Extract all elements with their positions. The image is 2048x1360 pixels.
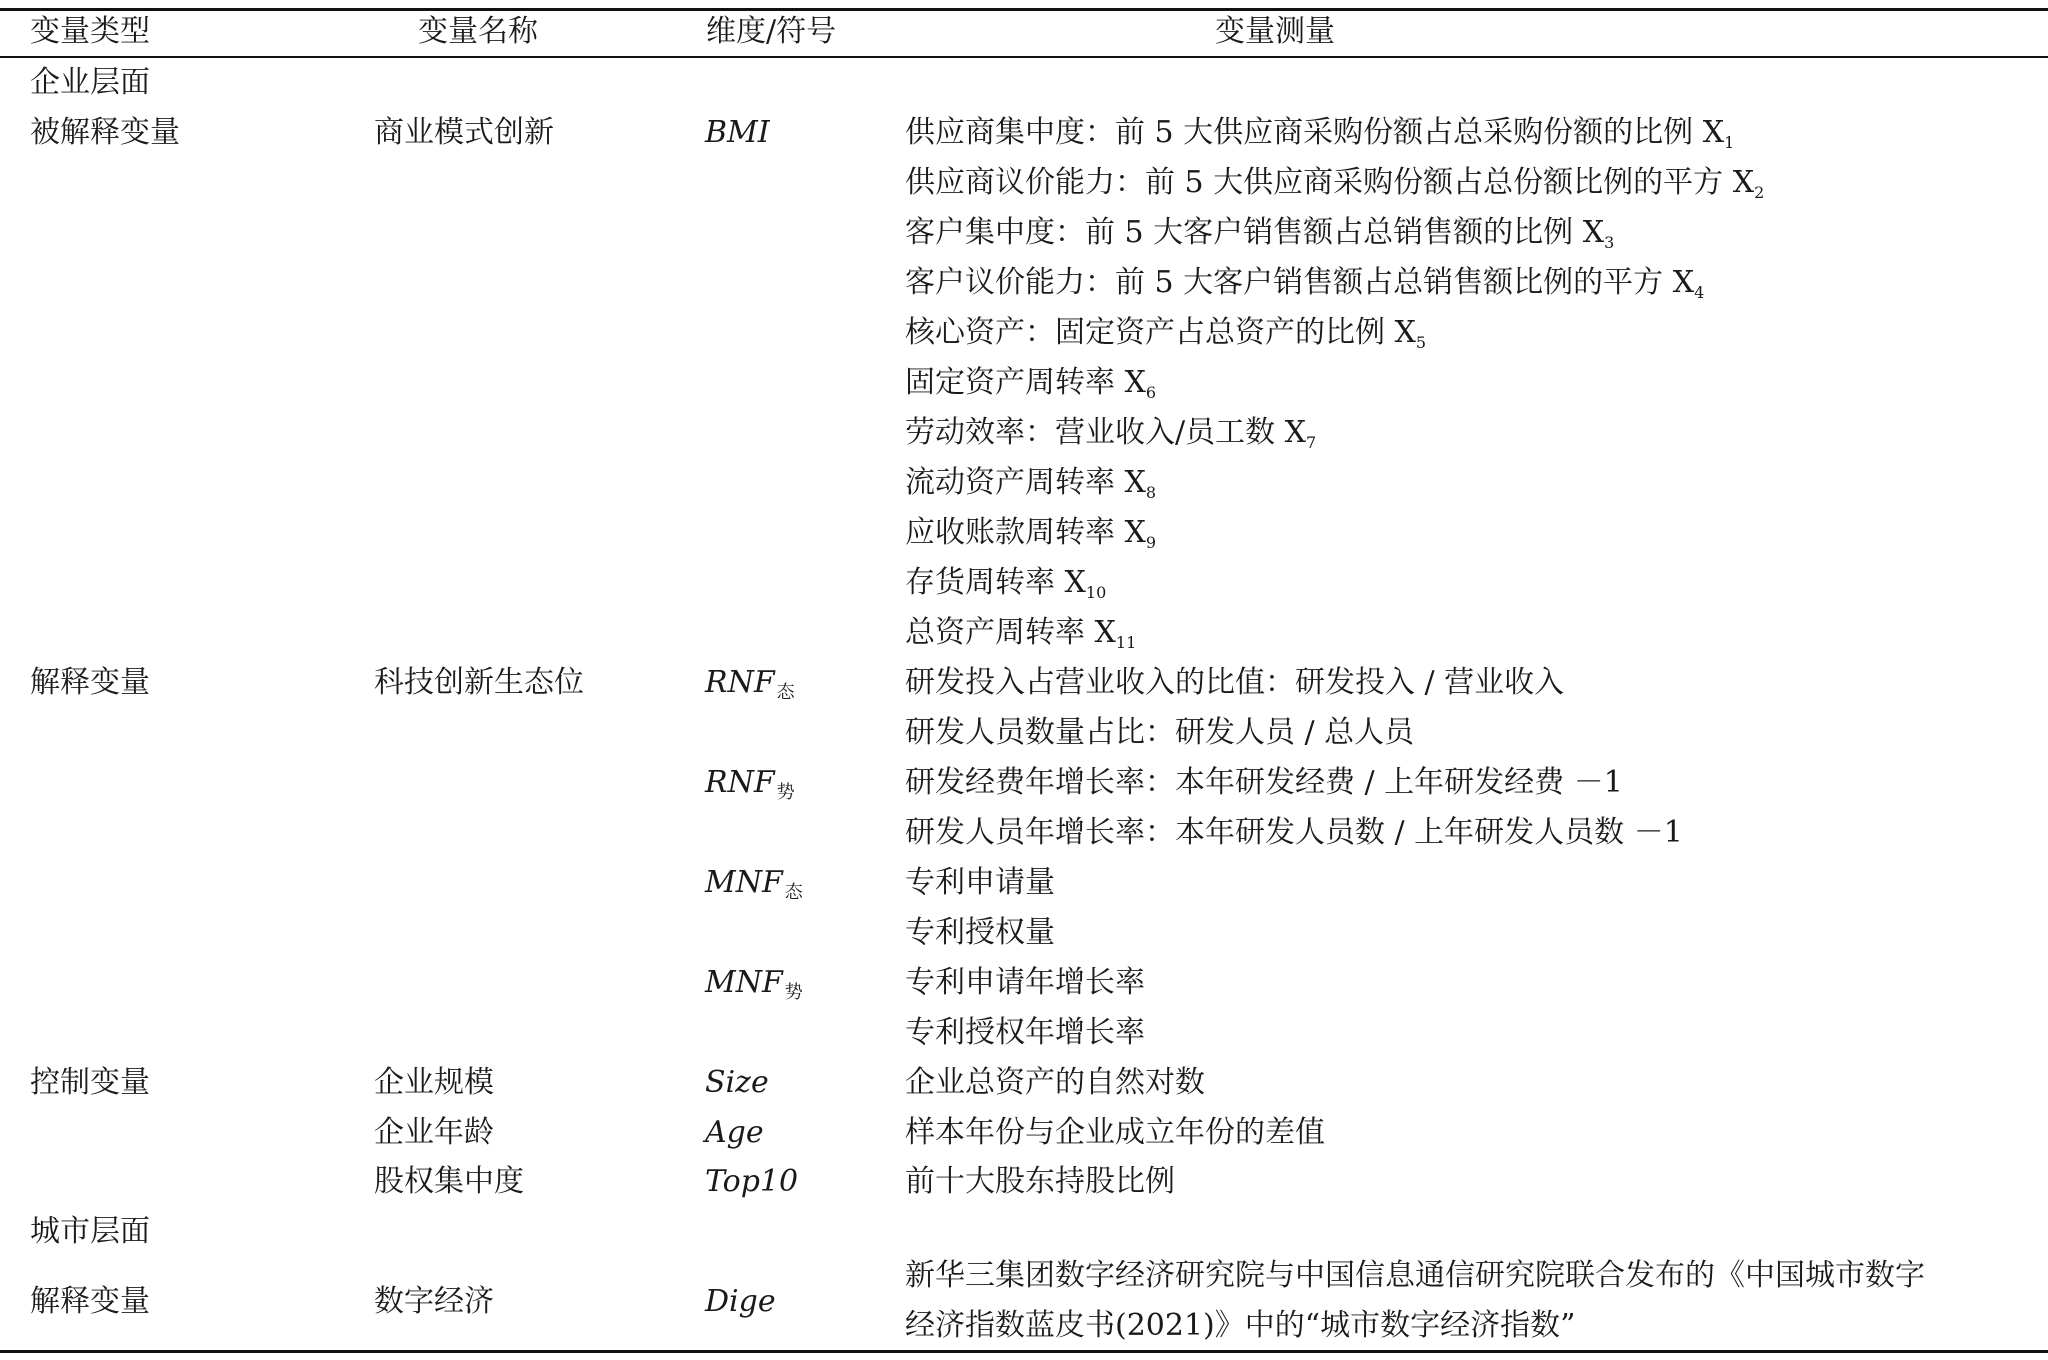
bmi-measure: 流动资产周转率 $X_8$ xyxy=(905,465,1157,502)
digital-symbol: Dige xyxy=(705,1284,776,1319)
section-enterprise-level: 企业层面 xyxy=(30,65,150,100)
bmi-measure: 客户集中度：前 5 大客户销售额占总销售额的比例 $X_3$ xyxy=(905,215,1615,252)
control-measure: 企业总资产的自然对数 xyxy=(905,1065,1205,1100)
header-variable-name: 变量名称 xyxy=(418,14,538,49)
bmi-measure: 固定资产周转率 $X_6$ xyxy=(905,365,1157,402)
tech-measure: 研发投入占营业收入的比值：研发投入 / 营业收入 xyxy=(905,665,1565,700)
tech-symbol: RNF $_势$ xyxy=(705,765,795,803)
bmi-measure: 总资产周转率 $X_{11}$ xyxy=(905,615,1137,652)
bmi-measure: 客户议价能力：前 5 大客户销售额占总销售额比例的平方 $X_4$ xyxy=(905,265,1705,302)
table-header-rule xyxy=(0,56,2048,58)
bmi-symbol: BMI xyxy=(705,115,770,150)
digital-variable-type: 解释变量 xyxy=(30,1284,150,1319)
tech-measure: 研发人员年增长率：本年研发人员数 / 上年研发人员数 －1 xyxy=(905,815,1683,850)
control-measure: 前十大股东持股比例 xyxy=(905,1164,1175,1199)
tech-measure: 专利申请量 xyxy=(905,865,1055,900)
digital-variable-name: 数字经济 xyxy=(374,1284,494,1319)
header-variable-measure: 变量测量 xyxy=(1215,14,1335,49)
control-symbol: Size xyxy=(705,1065,769,1100)
bmi-variable-type: 被解释变量 xyxy=(30,115,180,150)
control-variable-name: 企业年龄 xyxy=(374,1115,494,1150)
table-top-rule xyxy=(0,8,2048,11)
control-variable-name: 股权集中度 xyxy=(374,1164,524,1199)
section-city-level: 城市层面 xyxy=(30,1214,150,1249)
control-symbol: Top10 xyxy=(705,1164,799,1199)
tech-symbol: MNF $_态$ xyxy=(705,865,803,903)
tech-measure: 专利授权年增长率 xyxy=(905,1015,1145,1050)
bmi-measure: 存货周转率 $X_{10}$ xyxy=(905,565,1107,602)
tech-measure: 研发人员数量占比：研发人员 / 总人员 xyxy=(905,715,1415,750)
bmi-measure: 供应商集中度：前 5 大供应商采购份额占总采购份额的比例 $X_1$ xyxy=(905,115,1735,152)
digital-measure-line2: 经济指数蓝皮书(2021)》中的“城市数字经济指数” xyxy=(905,1308,1576,1343)
table-bottom-rule xyxy=(0,1350,2048,1353)
tech-variable-type: 解释变量 xyxy=(30,665,150,700)
bmi-measure: 供应商议价能力：前 5 大供应商采购份额占总份额比例的平方 $X_2$ xyxy=(905,165,1765,202)
tech-measure: 专利申请年增长率 xyxy=(905,965,1145,1000)
control-variable-name: 企业规模 xyxy=(374,1065,494,1100)
control-symbol: Age xyxy=(705,1115,764,1150)
bmi-variable-name: 商业模式创新 xyxy=(374,115,554,150)
bmi-measure: 核心资产：固定资产占总资产的比例 $X_5$ xyxy=(905,315,1427,352)
tech-measure: 研发经费年增长率：本年研发经费 / 上年研发经费 －1 xyxy=(905,765,1623,800)
tech-variable-name: 科技创新生态位 xyxy=(374,665,584,700)
control-measure: 样本年份与企业成立年份的差值 xyxy=(905,1115,1325,1150)
digital-measure-line1: 新华三集团数字经济研究院与中国信息通信研究院联合发布的《中国城市数字 xyxy=(905,1258,1925,1293)
bmi-measure: 应收账款周转率 $X_9$ xyxy=(905,515,1157,552)
tech-symbol: RNF $_态$ xyxy=(705,665,795,703)
control-variable-type: 控制变量 xyxy=(30,1065,150,1100)
bmi-measure: 劳动效率：营业收入/员工数 $X_7$ xyxy=(905,415,1317,452)
header-dimension-symbol: 维度/符号 xyxy=(706,14,837,49)
tech-measure: 专利授权量 xyxy=(905,915,1055,950)
header-variable-type: 变量类型 xyxy=(30,14,150,49)
tech-symbol: MNF $_势$ xyxy=(705,965,803,1003)
